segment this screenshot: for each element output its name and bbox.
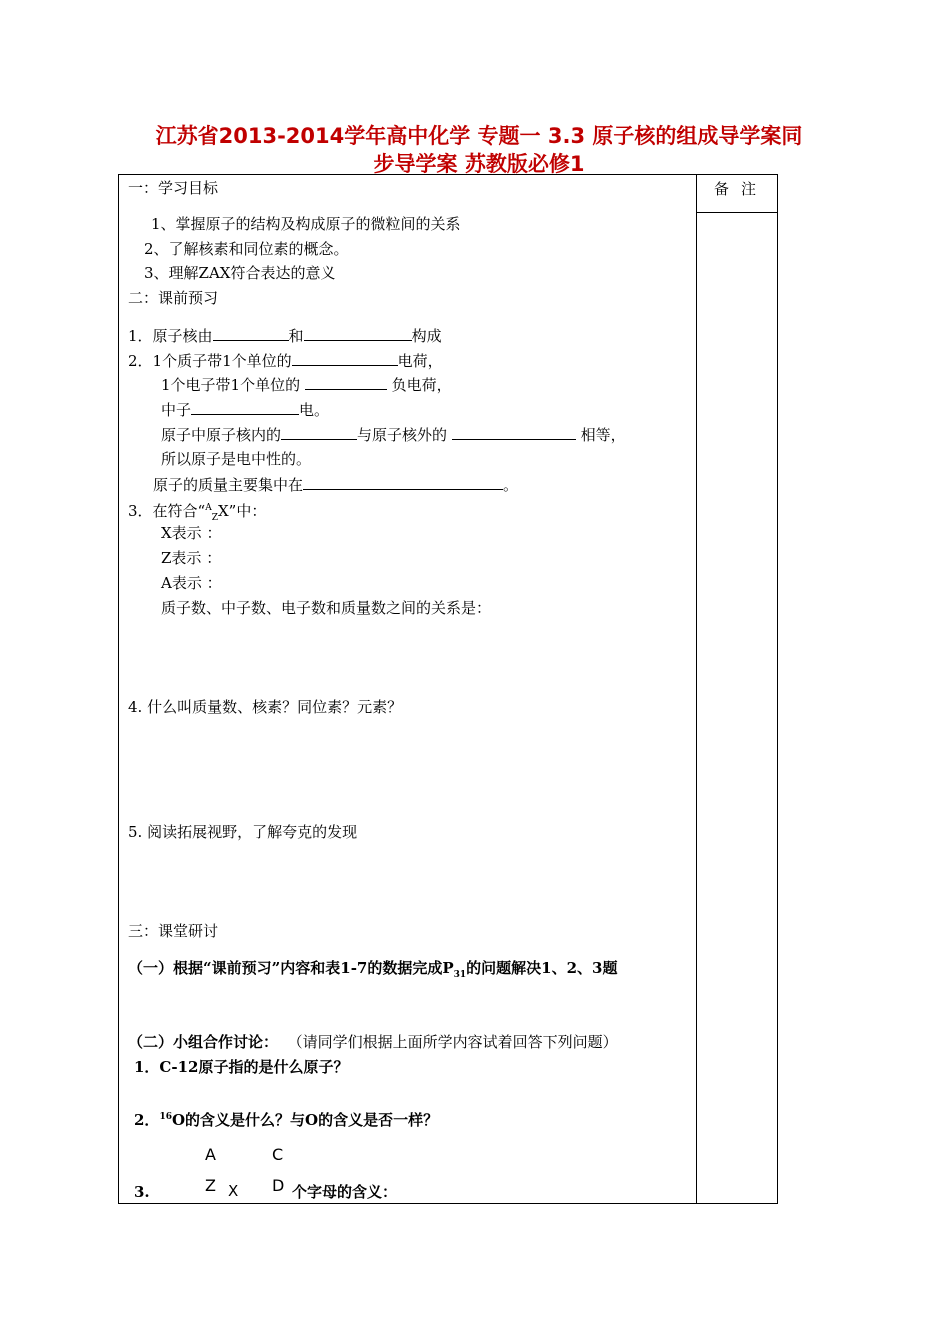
discussion-item-1: 1．C-12原子指的是什么原子？ <box>134 1058 349 1076</box>
letter-a: A <box>205 1145 216 1164</box>
item-2-number: 2． <box>134 1111 160 1129</box>
question-5: 5. 阅读拓展视野，了解夸克的发现 <box>128 823 358 841</box>
q1-text-b: 和 <box>288 327 304 345</box>
part-1-instruction <box>128 958 617 985</box>
notes-header-rule <box>696 212 778 213</box>
question-2-line-2 <box>161 374 452 395</box>
question-2-line-4 <box>161 424 626 445</box>
q2-text-d: 负电荷， <box>391 376 452 394</box>
symbol-mass-number: A <box>205 503 212 513</box>
item-2-text: O的含义是什么？与O的含义是否一样？ <box>171 1111 439 1129</box>
blank[interactable] <box>304 325 412 341</box>
section-2-heading: 二：课前预习 <box>128 289 219 307</box>
blank[interactable] <box>292 350 398 366</box>
notes-column-header: 备注 <box>714 180 769 198</box>
discussion-item-3-text: 个字母的含义： <box>292 1183 398 1201</box>
question-4: 4. 什么叫质量数、核素？同位素？元素？ <box>128 698 403 716</box>
document-title <box>118 122 840 178</box>
q2-text-c: 1个电子带1个单位的 <box>161 376 301 394</box>
section-3-heading: 三：课堂研讨 <box>128 922 219 940</box>
title-line-1: 江苏省2013-2014学年高中化学 专题一 3.3 原子核的组成导学案同 <box>155 124 803 148</box>
blank[interactable] <box>191 399 299 415</box>
letter-c: C <box>272 1145 284 1164</box>
question-1 <box>128 325 442 346</box>
q3-x-meaning: X表示 ： <box>161 524 222 542</box>
q2-text-e: 中子 <box>161 401 192 419</box>
blank[interactable] <box>452 424 576 440</box>
notes-column-divider <box>696 174 697 1204</box>
page-number-subscript: 31 <box>453 970 467 980</box>
question-2-line-5: 所以原子是电中性的。 <box>161 450 312 468</box>
letter-z: Z <box>205 1176 216 1195</box>
q2-text-k: 原子的质量主要集中在 <box>153 476 304 494</box>
goal-2: 2、了解核素和同位素的概念。 <box>144 240 349 258</box>
goal-1: 1、掌握原子的结构及构成原子的微粒间的关系 <box>151 215 461 233</box>
goal-3: 3、理解ZAX符合表达的意义 <box>144 264 336 282</box>
blank[interactable] <box>305 374 387 390</box>
discussion-item-3-number: 3. <box>134 1183 150 1201</box>
question-2-line-6 <box>153 474 518 495</box>
q2-text-i: 相等， <box>580 426 626 444</box>
q2-text-b: 电荷， <box>397 352 443 370</box>
q1-text-c: 构成 <box>411 327 442 345</box>
q3-z-meaning: Z表示 ： <box>161 549 222 567</box>
q3-text-a: 3．在符合“ <box>128 502 206 520</box>
part-2-instruction <box>128 1032 618 1052</box>
q3-text-b: X”中： <box>217 502 267 520</box>
part-2-note: （请同学们根据上面所学内容试着回答下列问题） <box>287 1033 618 1051</box>
q2-text-f: 电。 <box>299 401 330 419</box>
blank[interactable] <box>213 325 289 341</box>
q2-text-l: 。 <box>503 476 519 494</box>
blank[interactable] <box>303 474 503 490</box>
discussion-item-2 <box>134 1107 438 1130</box>
question-2-line-3 <box>161 399 329 420</box>
letter-x: X <box>228 1182 239 1200</box>
q1-text-a: 1．原子核由 <box>128 327 213 345</box>
symbol-atomic-number: Z <box>211 513 218 523</box>
mass-number-superscript: 16 <box>159 1112 172 1122</box>
blank[interactable] <box>281 424 357 440</box>
q2-text-g: 原子中原子核内的 <box>161 426 282 444</box>
section-1-heading: 一：学习目标 <box>128 179 219 197</box>
part-1-text-b: 的问题解决1、2、3题 <box>466 959 618 977</box>
q2-text-h: 与原子核外的 <box>357 426 448 444</box>
part-2-heading: （二）小组合作讨论： <box>128 1033 279 1051</box>
letter-d: D <box>272 1176 285 1195</box>
q3-a-meaning: A表示 ： <box>161 574 222 592</box>
q2-text-a: 2．1个质子带1个单位的 <box>128 352 292 370</box>
title-line-2: 步导学案 苏教版必修1 <box>373 152 585 176</box>
q3-relation: 质子数、中子数、电子数和质量数之间的关系是： <box>161 599 492 617</box>
question-2-line-1 <box>128 350 443 371</box>
part-1-text-a: （一）根据“课前预习”内容和表1-7的数据完成P <box>128 959 454 977</box>
